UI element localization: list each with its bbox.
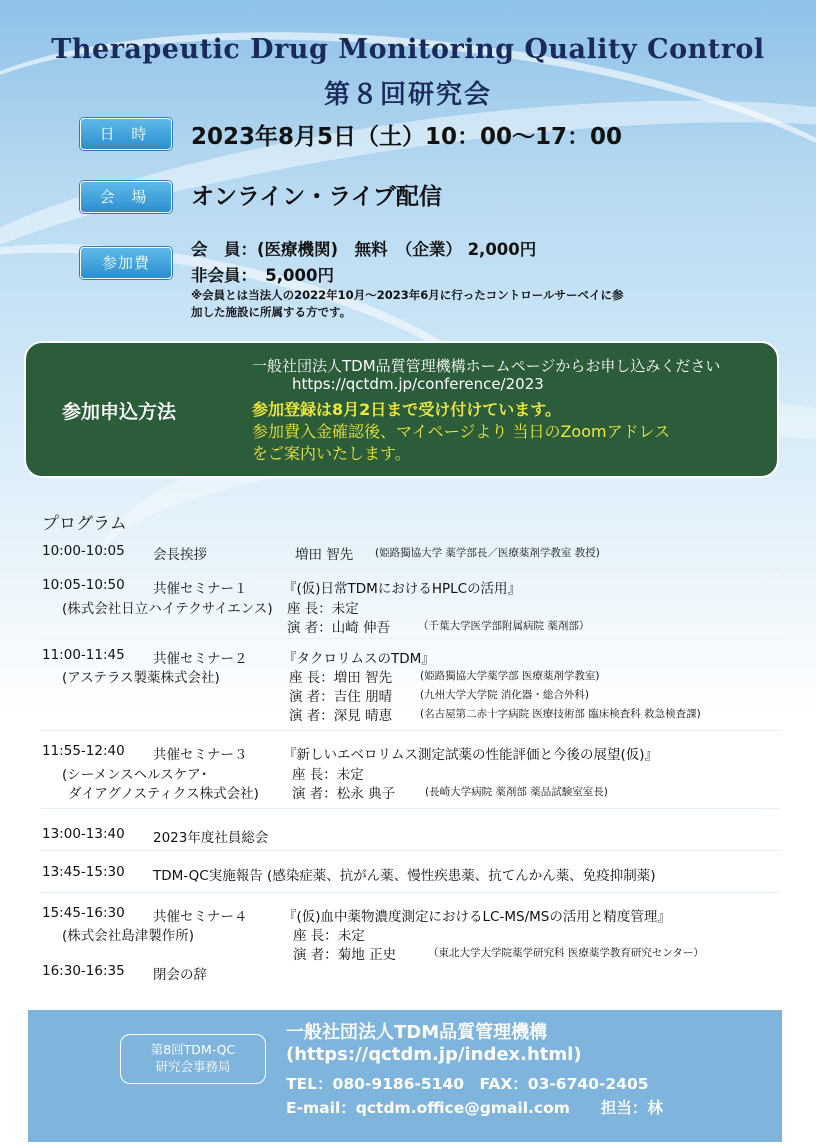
session-sponsor: ダイアグノスティクス株式会社) <box>68 786 259 802</box>
session-speaker: 演 者：山崎 伸吾 <box>287 620 391 636</box>
session-time: 10:05-10:50 <box>42 577 125 593</box>
office-badge <box>120 1034 266 1084</box>
session-speaker: 演 者：松永 典子 <box>292 786 396 802</box>
session-title: 共催セミナー１ <box>153 581 248 597</box>
footer-contact <box>28 1010 782 1142</box>
session-title: 共催セミナー４ <box>153 909 248 925</box>
session-chair: 座 長：未定 <box>292 767 364 783</box>
venue-value: オンライン・ライブ配信 <box>191 184 442 210</box>
session-title: 閉会の辞 <box>153 967 207 983</box>
date-label-tag: 日 時 <box>80 118 172 150</box>
footer-phone-fax: TEL：080-9186-5140 FAX：03-6740-2405 <box>286 1075 649 1093</box>
session-sponsor: (シーメンスヘルスケア･ <box>62 767 208 783</box>
speaker-affiliation: （東北大学大学院薬学研究科 医療薬学教育研究センター） <box>428 947 704 959</box>
divider <box>40 568 780 569</box>
application-instruction: 一般社団法人TDM品質管理機構ホームページからお申し込みください <box>252 357 721 375</box>
zoom-info-line1: 参加費入金確認後、マイページより 当日のZoomアドレス <box>252 422 671 441</box>
session-chair: 座 長：未定 <box>287 601 359 617</box>
session-sponsor: (アステラス製薬株式会社) <box>62 670 220 686</box>
venue-label-tag: 会 場 <box>80 181 172 213</box>
session-time: 10:00-10:05 <box>42 543 125 559</box>
session-title: 共催セミナー３ <box>153 747 248 763</box>
session-topic: 『(仮)血中薬物濃度測定におけるLC-MS/MSの活用と精度管理』 <box>283 909 671 925</box>
speaker-affiliation: (姫路獨協大学 薬学部長／医療薬剤学教室 教授) <box>375 547 600 559</box>
divider <box>40 638 780 639</box>
divider <box>40 808 780 809</box>
session-time: 15:45-16:30 <box>42 905 125 921</box>
session-time: 11:55-12:40 <box>42 743 125 759</box>
session-sponsor: (株式会社島津製作所) <box>62 928 195 944</box>
date-value: 2023年8月5日（土）10：00～17：00 <box>191 124 623 150</box>
session-title: 共催セミナー２ <box>153 651 248 667</box>
office-badge-line1: 第8回TDM-QC <box>150 1042 236 1057</box>
session-speaker: 演 者：菊地 正史 <box>293 947 397 963</box>
fee-nonmember-line: 非会員： 5,000円 <box>191 266 334 285</box>
session-topic: 『(仮)日常TDMにおけるHPLCの活用』 <box>283 581 522 597</box>
office-badge-line2: 研究会事務局 <box>155 1059 231 1074</box>
zoom-info-line2: をご案内いたします。 <box>252 444 411 463</box>
chair-affiliation: (姫路獨協大学薬学部 医療薬剤学教室) <box>420 670 600 682</box>
divider <box>40 730 780 731</box>
title-japanese: 第８回研究会 <box>323 80 492 110</box>
program-heading: プログラム <box>42 514 127 534</box>
fee-note-line2: 加した施設に所属する方です。 <box>191 305 352 319</box>
footer-url[interactable]: (https://qctdm.jp/index.html) <box>286 1044 582 1065</box>
session-title: 2023年度社員総会 <box>153 830 269 846</box>
divider <box>40 850 780 851</box>
session-chair: 座 長：増田 智先 <box>289 670 393 686</box>
speaker-affiliation: (名古屋第二赤十字病院 医療技術部 臨床検査科 救急検査課) <box>420 708 701 720</box>
speaker-affiliation: (長崎大学病院 薬剤部 薬品試験室室長) <box>425 786 608 798</box>
session-title: 会長挨拶 <box>153 547 207 563</box>
fee-member-line: 会 員：(医療機関) 無料 （企業） 2,000円 <box>191 240 537 259</box>
registration-deadline: 参加登録は8月2日まで受け付けています。 <box>252 400 561 419</box>
session-sponsor: (株式会社日立ハイテクサイエンス) <box>62 601 273 617</box>
session-time: 13:00-13:40 <box>42 826 125 842</box>
application-label: 参加申込方法 <box>62 401 177 423</box>
fee-note-line1: ※会員とは当法人の2022年10月～2023年6月に行ったコントロールサーベイに参 <box>191 288 624 302</box>
session-time: 16:30-16:35 <box>42 963 125 979</box>
speaker-affiliation: (九州大学大学院 消化器・総合外科) <box>420 689 590 701</box>
title-english: Therapeutic Drug Monitoring Quality Control <box>51 34 765 65</box>
session-speaker: 増田 智先 <box>295 547 354 563</box>
session-speaker: 演 者：深見 晴恵 <box>289 708 393 724</box>
fee-label-tag: 参加費 <box>80 247 172 279</box>
session-topic: 『新しいエベロリムス測定試薬の性能評価と今後の展望(仮)』 <box>283 747 659 763</box>
application-box <box>24 341 779 478</box>
footer-organization: 一般社団法人TDM品質管理機構 <box>286 1022 548 1043</box>
session-time: 11:00-11:45 <box>42 647 125 663</box>
speaker-affiliation: （千葉大学医学部附属病院 薬剤部） <box>418 620 590 632</box>
divider <box>40 892 780 893</box>
session-title: TDM-QC実施報告 (感染症薬、抗がん薬、慢性疾患薬、抗てんかん薬、免疫抑制薬) <box>153 868 656 884</box>
application-url[interactable]: https://qctdm.jp/conference/2023 <box>292 375 544 393</box>
session-topic: 『タクロリムスのTDM』 <box>283 651 435 667</box>
session-time: 13:45-15:30 <box>42 864 125 880</box>
footer-email[interactable]: E-mail：qctdm.office@gmail.com 担当：林 <box>286 1099 663 1117</box>
session-speaker: 演 者：吉住 朋晴 <box>289 689 393 705</box>
session-chair: 座 長：未定 <box>293 928 365 944</box>
